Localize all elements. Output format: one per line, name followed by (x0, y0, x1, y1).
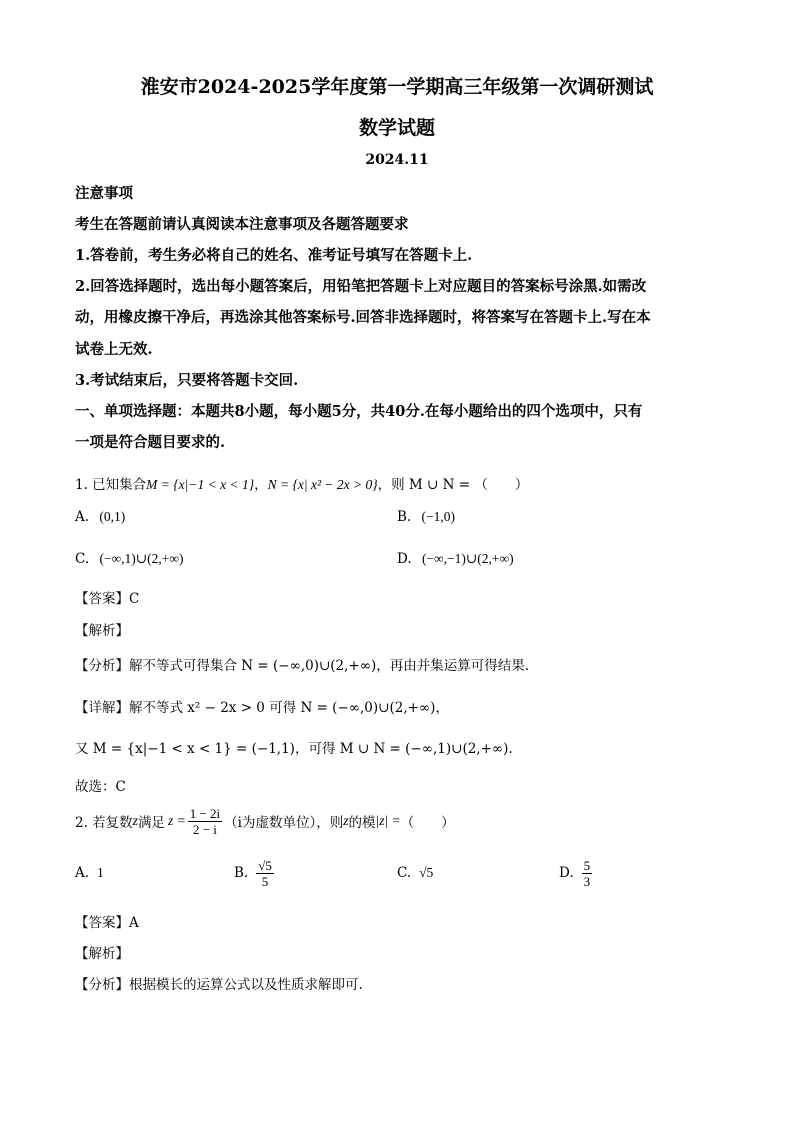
q1-fenxi (75, 654, 529, 674)
q2-fenxi (75, 973, 363, 993)
q2-option-a (75, 853, 104, 893)
q2-fraction-denominator: 2 − i (192, 821, 217, 837)
notice-item-3: 3.考试结束后，只要将答题卡交回. (75, 372, 299, 389)
q1-conclusion: 故选：C (75, 779, 126, 795)
q2-option-d-denominator: 3 (583, 873, 591, 889)
q1-answer-value: C (129, 591, 140, 607)
notice-heading: 注意事项 (75, 185, 133, 202)
q1-derivation: 又 M = {x|−1 < x < 1} = (−1,1)，可得 M ∪ N = (−∞,1)∪(2,+∞). (75, 741, 513, 757)
q2-z: z (132, 813, 138, 828)
q2-option-a-value: 1 (97, 865, 104, 880)
q1-xiangjie-text: 解不等式 x² − 2x > 0 可得 N = (−∞,0)∪(2,+∞)， (129, 700, 449, 716)
q1-answer-tag: 【答案】 (75, 591, 129, 607)
q1-option-d (397, 551, 514, 567)
section-heading-line-2: 一项是符合题目要求的. (75, 434, 226, 451)
q1-set-n: N = {x| x² − 2x > 0} (267, 477, 378, 492)
q2-option-b-numerator: √5 (258, 857, 272, 873)
q1-option-d-value: (−∞,−1)∪(2,+∞) (421, 551, 514, 566)
notice-item-2-line-3: 试卷上无效. (75, 341, 153, 358)
q2-option-b-fraction (256, 858, 274, 889)
q1-option-a-value: (0,1) (99, 509, 126, 524)
q1-answer (75, 587, 139, 607)
q1-prefix: 1. 已知集合 (75, 477, 147, 493)
q2-fraction (188, 806, 222, 837)
q1-suffix: ，则 M ∪ N = （ ） (377, 477, 529, 493)
q2-mid-1: 满足 (137, 815, 165, 831)
q1-option-a (75, 509, 125, 525)
q2-option-b-label: B. (234, 865, 249, 881)
q2-mid-2: （i为虚数单位），则 (224, 815, 344, 831)
notice-item-2-line-2: 动，用橡皮擦干净后，再选涂其他答案标号.回答非选择题时，将答案写在答题卡上.写在本 (75, 309, 651, 326)
q1-option-b (397, 509, 455, 525)
q1-option-b-value: (−1,0) (421, 509, 455, 524)
q1-option-a-label: A. (75, 509, 90, 525)
q2-option-c-value: √5 (419, 865, 434, 880)
q2-option-b (234, 853, 276, 893)
question-2-stem (75, 801, 455, 841)
q2-fenxi-text: 根据模长的运算公式以及性质求解即可. (129, 977, 363, 993)
q1-option-c (75, 551, 183, 567)
q2-prefix: 2. 若复数 (75, 815, 133, 831)
q1-set-m: M = {x|−1 < x < 1} (146, 477, 255, 492)
q2-z-2: z (343, 813, 349, 828)
q2-option-d (559, 853, 594, 893)
notice-item-1: 1.答卷前，考生务必将自己的姓名、准考证号填写在答题卡上. (75, 247, 473, 264)
q2-option-a-label: A. (75, 865, 90, 881)
notice-item-2-line-1: 2.回答选择题时，选出每小题答案后，用铅笔把答题卡上对应题目的答案标号涂黑.如需改 (75, 278, 647, 295)
q2-answer (75, 911, 139, 931)
q2-suffix: （ ） (400, 815, 455, 831)
q2-fraction-numerator: 1 − 2i (189, 805, 221, 821)
q2-z-equals: z = (167, 813, 186, 828)
q1-xiangjie-tag: 【详解】 (75, 700, 129, 716)
q1-analysis-tag: 【解析】 (75, 623, 129, 639)
notice-intro: 考生在答题前请认真阅读本注意事项及各题答题要求 (75, 216, 409, 233)
q2-mid-3: 的模 (348, 815, 376, 831)
q2-option-d-fraction (582, 858, 593, 889)
q2-option-b-denominator: 5 (261, 873, 269, 889)
q1-fenxi-tag: 【分析】 (75, 658, 129, 674)
q2-answer-value: A (129, 915, 139, 931)
q1-option-d-label: D. (397, 551, 412, 567)
q1-fenxi-text: 解不等式可得集合 N = (−∞,0)∪(2,+∞)，再由并集运算可得结果. (129, 658, 530, 674)
q2-option-c (397, 853, 433, 893)
q1-option-b-label: B. (397, 509, 412, 525)
question-1-stem (75, 473, 528, 493)
q2-modulus: |z| = (375, 813, 401, 828)
q2-option-d-numerator: 5 (583, 857, 591, 873)
q1-option-c-label: C. (75, 551, 90, 567)
exam-date: 2024.11 (365, 152, 429, 168)
q2-option-c-label: C. (397, 865, 412, 881)
exam-subtitle: 数学试题 (358, 117, 435, 139)
q1-comma: ， (254, 477, 268, 493)
exam-title: 淮安市2024-2025学年度第一学期高三年级第一次调研测试 (140, 76, 654, 98)
q2-option-d-label: D. (559, 865, 574, 881)
q1-xiangjie (75, 696, 449, 716)
q2-answer-tag: 【答案】 (75, 915, 129, 931)
q1-option-c-value: (−∞,1)∪(2,+∞) (99, 551, 184, 566)
q2-fenxi-tag: 【分析】 (75, 977, 129, 993)
q2-analysis-tag: 【解析】 (75, 946, 129, 962)
section-heading-line-1: 一、单项选择题：本题共8小题，每小题5分，共40分.在每小题给出的四个选项中，只有 (75, 403, 643, 420)
